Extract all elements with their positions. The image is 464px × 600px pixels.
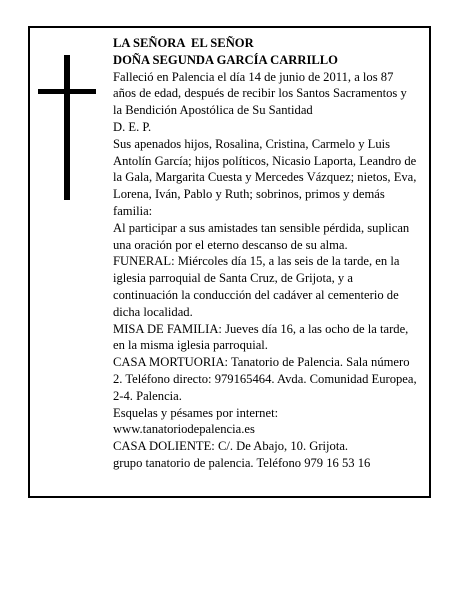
footer-contact: grupo tanatorio de palencia. Teléfono 979 16 53 16 [113, 455, 371, 470]
funeral-info: FUNERAL: Miércoles día 15, a las seis de la tarde, en la iglesia parroquial de Santa Cruz, de Grijota, y a continuación la conducción del cadáver al cementerio de dicha localidad. [113, 254, 400, 319]
deceased-name: DOÑA SEGUNDA GARCÍA CARRILLO [113, 52, 338, 67]
cross-horizontal-bar [38, 89, 96, 94]
online-condolences-label: Esquelas y pésames por internet: [113, 405, 279, 420]
rip-text: D. E. P. [113, 119, 152, 134]
website-link: www.tanatoriodepalencia.es [113, 422, 255, 437]
cross-icon [38, 55, 98, 200]
prayer-request: Al participar a sus amistades tan sensible pérdida, suplican una oración por el eterno descanso de su alma. [113, 220, 410, 252]
funeral-home-info: CASA MORTUORIA: Tanatorio de Palencia. Sala número 2. Teléfono directo: 979165464. Avda. Comunidad Europea, 2-4. Palencia. [113, 355, 417, 403]
family-mass-info: MISA DE FAMILIA: Jueves día 16, a las ocho de la tarde, en la misma iglesia parroquial. [113, 321, 409, 353]
cross-vertical-bar [64, 55, 70, 200]
death-announcement: Falleció en Palencia el día 14 de junio de 2011, a los 87 años de edad, después de recibir los Santos Sacramentos y la Bendición Apostólica de Su Santidad [113, 69, 407, 118]
title-line-1: LA SEÑORA EL SEÑOR [113, 36, 254, 50]
family-list: Sus apenados hijos, Rosalina, Cristina, Carmelo y Luis Antolín García; hijos políticos, Nicasio Laporta, Leandro de la Gala, Margarita Cuesta y Mercedes Vázquez; nietos, Eva, Lorena, Iván, Pablo y Ruth; sobrinos, primos y demás familia: [113, 136, 417, 218]
mourning-house-info: CASA DOLIENTE: C/. De Abajo, 10. Grijota. [113, 439, 349, 454]
obituary-text [113, 35, 418, 472]
